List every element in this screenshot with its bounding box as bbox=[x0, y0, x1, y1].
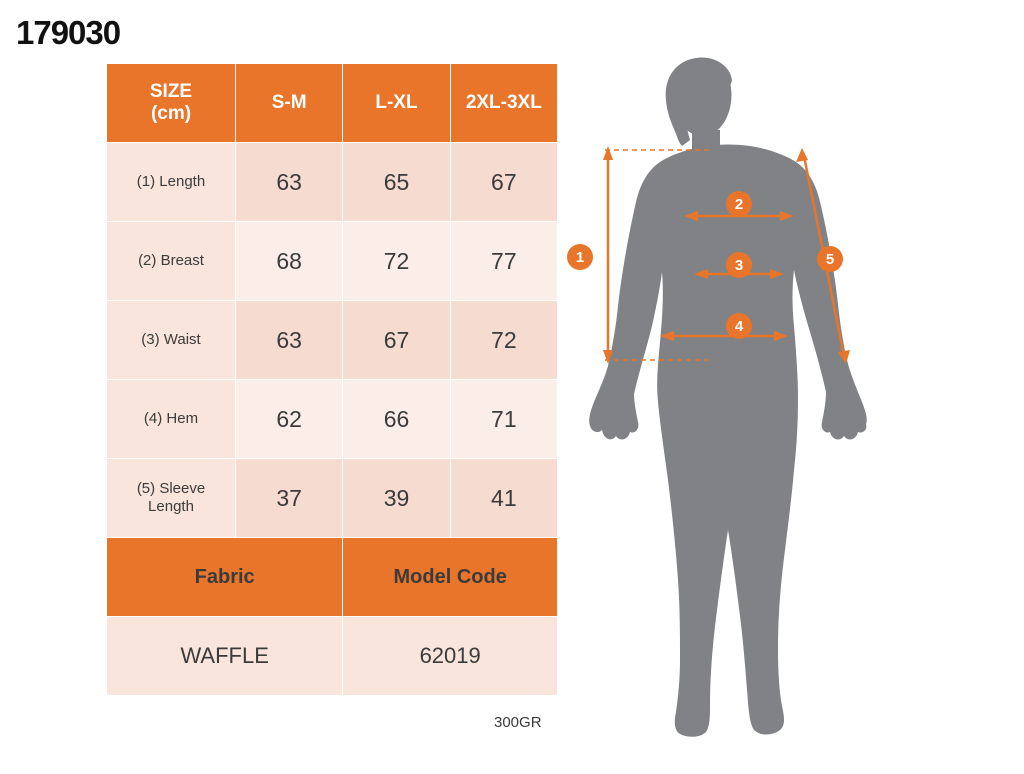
cell-sleeve-l-xl: 39 bbox=[343, 459, 450, 538]
cell-waist-2xl-3xl: 72 bbox=[450, 301, 557, 380]
column-header-l-xl: L-XL bbox=[343, 64, 450, 143]
measurement-badge-2: 2 bbox=[726, 191, 752, 217]
footer-label-model-code: Model Code bbox=[343, 538, 558, 617]
table-row bbox=[107, 222, 558, 301]
row-label-breast: (2) Breast bbox=[107, 222, 236, 301]
table-row bbox=[107, 143, 558, 222]
cell-hem-l-xl: 66 bbox=[343, 380, 450, 459]
table-row bbox=[107, 301, 558, 380]
row-label-length: (1) Length bbox=[107, 143, 236, 222]
column-header-size-line2: (cm) bbox=[150, 103, 192, 124]
measurement-badge-4: 4 bbox=[726, 313, 752, 339]
measurement-badge-5: 5 bbox=[817, 246, 843, 272]
fabric-weight-label: 300GR bbox=[494, 714, 542, 731]
page-title: 179030 bbox=[16, 14, 121, 51]
measurement-badge-1: 1 bbox=[567, 244, 593, 270]
cell-sleeve-s-m: 37 bbox=[236, 459, 343, 538]
cell-breast-s-m: 68 bbox=[236, 222, 343, 301]
footer-label-fabric: Fabric bbox=[107, 538, 343, 617]
column-header-size-line1: SIZE bbox=[149, 81, 193, 103]
row-label-hem: (4) Hem bbox=[107, 380, 236, 459]
cell-waist-l-xl: 67 bbox=[343, 301, 450, 380]
table-footer-header-row bbox=[107, 538, 558, 617]
cell-waist-s-m: 63 bbox=[236, 301, 343, 380]
female-body-silhouette-icon bbox=[560, 20, 1020, 760]
row-label-sleeve-length: (5) Sleeve Length bbox=[107, 459, 236, 538]
table-header-row bbox=[107, 64, 558, 143]
cell-breast-2xl-3xl: 77 bbox=[450, 222, 557, 301]
column-header-2xl-3xl: 2XL-3XL bbox=[450, 64, 557, 143]
table-header bbox=[107, 64, 558, 143]
cell-breast-l-xl: 72 bbox=[343, 222, 450, 301]
cell-hem-s-m: 62 bbox=[236, 380, 343, 459]
table-row bbox=[107, 380, 558, 459]
column-header-s-m: S-M bbox=[236, 64, 343, 143]
size-chart-table bbox=[106, 63, 558, 696]
column-header-size bbox=[107, 64, 236, 143]
measurement-figure bbox=[560, 20, 1020, 760]
row-label-waist: (3) Waist bbox=[107, 301, 236, 380]
footer-value-fabric: WAFFLE bbox=[107, 617, 343, 696]
table-footer-value-row bbox=[107, 617, 558, 696]
cell-length-2xl-3xl: 67 bbox=[450, 143, 557, 222]
measurement-badge-3: 3 bbox=[726, 252, 752, 278]
cell-length-s-m: 63 bbox=[236, 143, 343, 222]
table-row bbox=[107, 459, 558, 538]
table-body bbox=[107, 143, 558, 696]
footer-value-model-code: 62019 bbox=[343, 617, 558, 696]
cell-length-l-xl: 65 bbox=[343, 143, 450, 222]
cell-sleeve-2xl-3xl: 41 bbox=[450, 459, 557, 538]
cell-hem-2xl-3xl: 71 bbox=[450, 380, 557, 459]
